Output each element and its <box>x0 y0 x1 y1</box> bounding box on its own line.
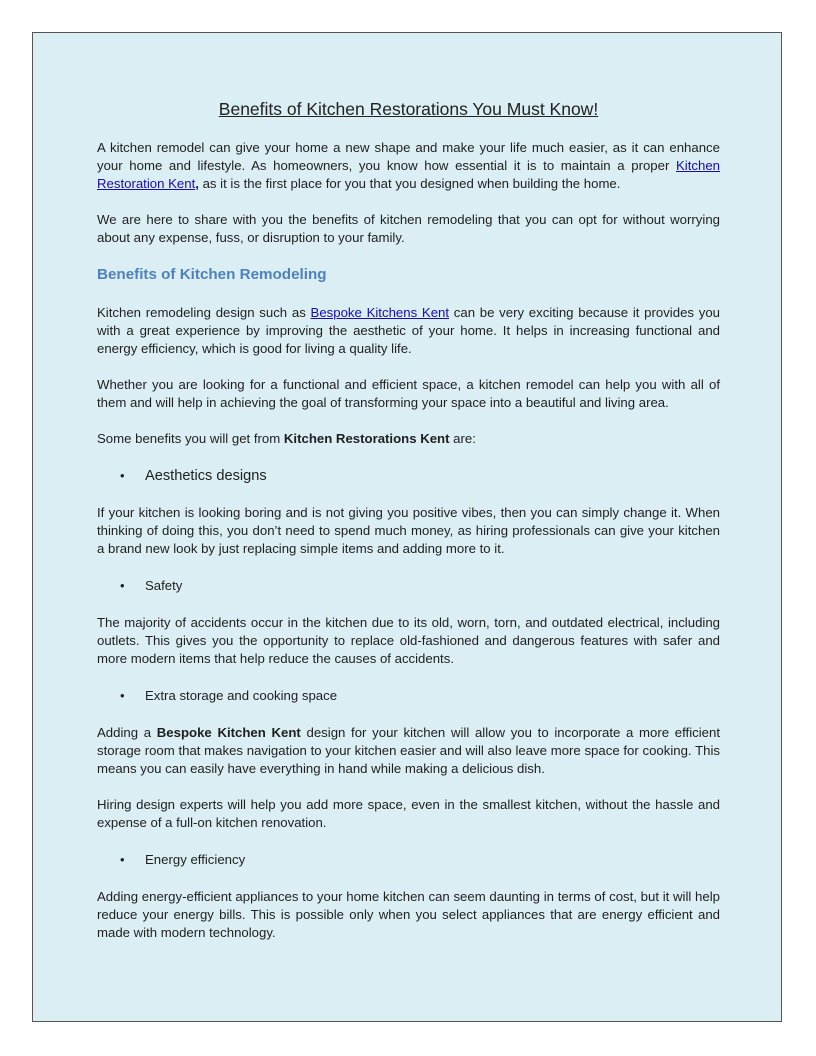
paragraph-safety: The majority of accidents occur in the kitchen due to its old, worn, torn, and outdated electrical, including outlets. This gives you the opportunity to replace old-fashioned and dangerous features with safer and more modern items that help reduce the causes of accidents. <box>97 615 720 666</box>
bespoke-kitchens-kent-link[interactable]: Bespoke Kitchens Kent <box>310 305 450 320</box>
bullet-icon: • <box>120 688 125 703</box>
bullet-safety: Safety <box>145 578 183 593</box>
intro-comma: , <box>195 176 199 191</box>
section-heading: Benefits of Kitchen Remodeling <box>97 266 327 283</box>
document-body <box>97 33 720 942</box>
bullet-icon: • <box>120 578 125 593</box>
paragraph-energy: Adding energy-efficient appliances to your home kitchen can seem daunting in terms of cost, but it will help reduce your energy bills. This is possible only when you select appliances that are energy efficient and made with modern technology. <box>97 889 720 940</box>
para5-text-end: are: <box>449 431 476 446</box>
paragraph-some-benefits <box>97 430 720 448</box>
paragraph-storage <box>97 724 720 778</box>
kitchen-restoration-kent-link[interactable]: Kitchen Restoration Kent <box>97 158 720 191</box>
intro-paragraph <box>97 139 720 193</box>
para8-text-end: design for your kitchen will allow you to incorporate a more efficient storage room that makes navigation to your kitchen easier and will also leave more space for cooking. This means you can easily have everything in hand while making a delicious dish. <box>97 725 720 776</box>
paragraph-design-experts: Hiring design experts will help you add more space, even in the smallest kitchen, without the hassle and expense of a full-on kitchen renovation. <box>97 797 720 830</box>
page-title: Benefits of Kitchen Restorations You Must Know! <box>218 99 599 119</box>
bullet-icon: • <box>120 468 125 483</box>
intro-text-end: as it is the first place for you that you designed when building the home. <box>198 176 621 191</box>
bullet-aesthetics: Aesthetics designs <box>145 468 267 484</box>
para8-text: Adding a <box>97 725 157 740</box>
bullet-icon: • <box>120 852 125 867</box>
paragraph-functional-space: Whether you are looking for a functional and efficient space, a kitchen remodel can help you with all of them and will help in achieving the goal of transforming your space into a beautiful and living area. <box>97 377 720 410</box>
para3-text-end: can be very exciting because it provides you with a great experience by improving the aesthetic of your home. It helps in increasing functional and energy efficiency, which is good for living a quality life. <box>97 305 720 356</box>
list-item <box>97 686 720 706</box>
paragraph-share-benefits: We are here to share with you the benefits of kitchen remodeling that you can opt for without worrying about any expense, fuss, or disruption to your family. <box>97 212 720 245</box>
para8-bold: Bespoke Kitchen Kent <box>156 725 301 740</box>
paragraph-aesthetics: If your kitchen is looking boring and is not giving you positive vibes, then you can simply change it. When thinking of doing this, you don’t need to spend much money, as hiring professionals can give your kitchen a brand new look by just replacing simple items and adding more to it. <box>97 505 720 556</box>
intro-text: A kitchen remodel can give your home a new shape and make your life much easier, as it can enhance your home and lifestyle. As homeowners, you know how essential it is to maintain a proper <box>97 140 720 173</box>
list-item <box>97 466 720 486</box>
bullet-energy: Energy efficiency <box>145 852 246 867</box>
paragraph-remodeling-design <box>97 304 720 358</box>
bullet-storage: Extra storage and cooking space <box>145 688 338 703</box>
list-item <box>97 850 720 870</box>
para3-text: Kitchen remodeling design such as <box>97 305 311 320</box>
list-item <box>97 576 720 596</box>
page-frame <box>32 32 782 1022</box>
para5-text: Some benefits you will get from <box>97 431 284 446</box>
para5-bold: Kitchen Restorations Kent <box>283 431 450 446</box>
